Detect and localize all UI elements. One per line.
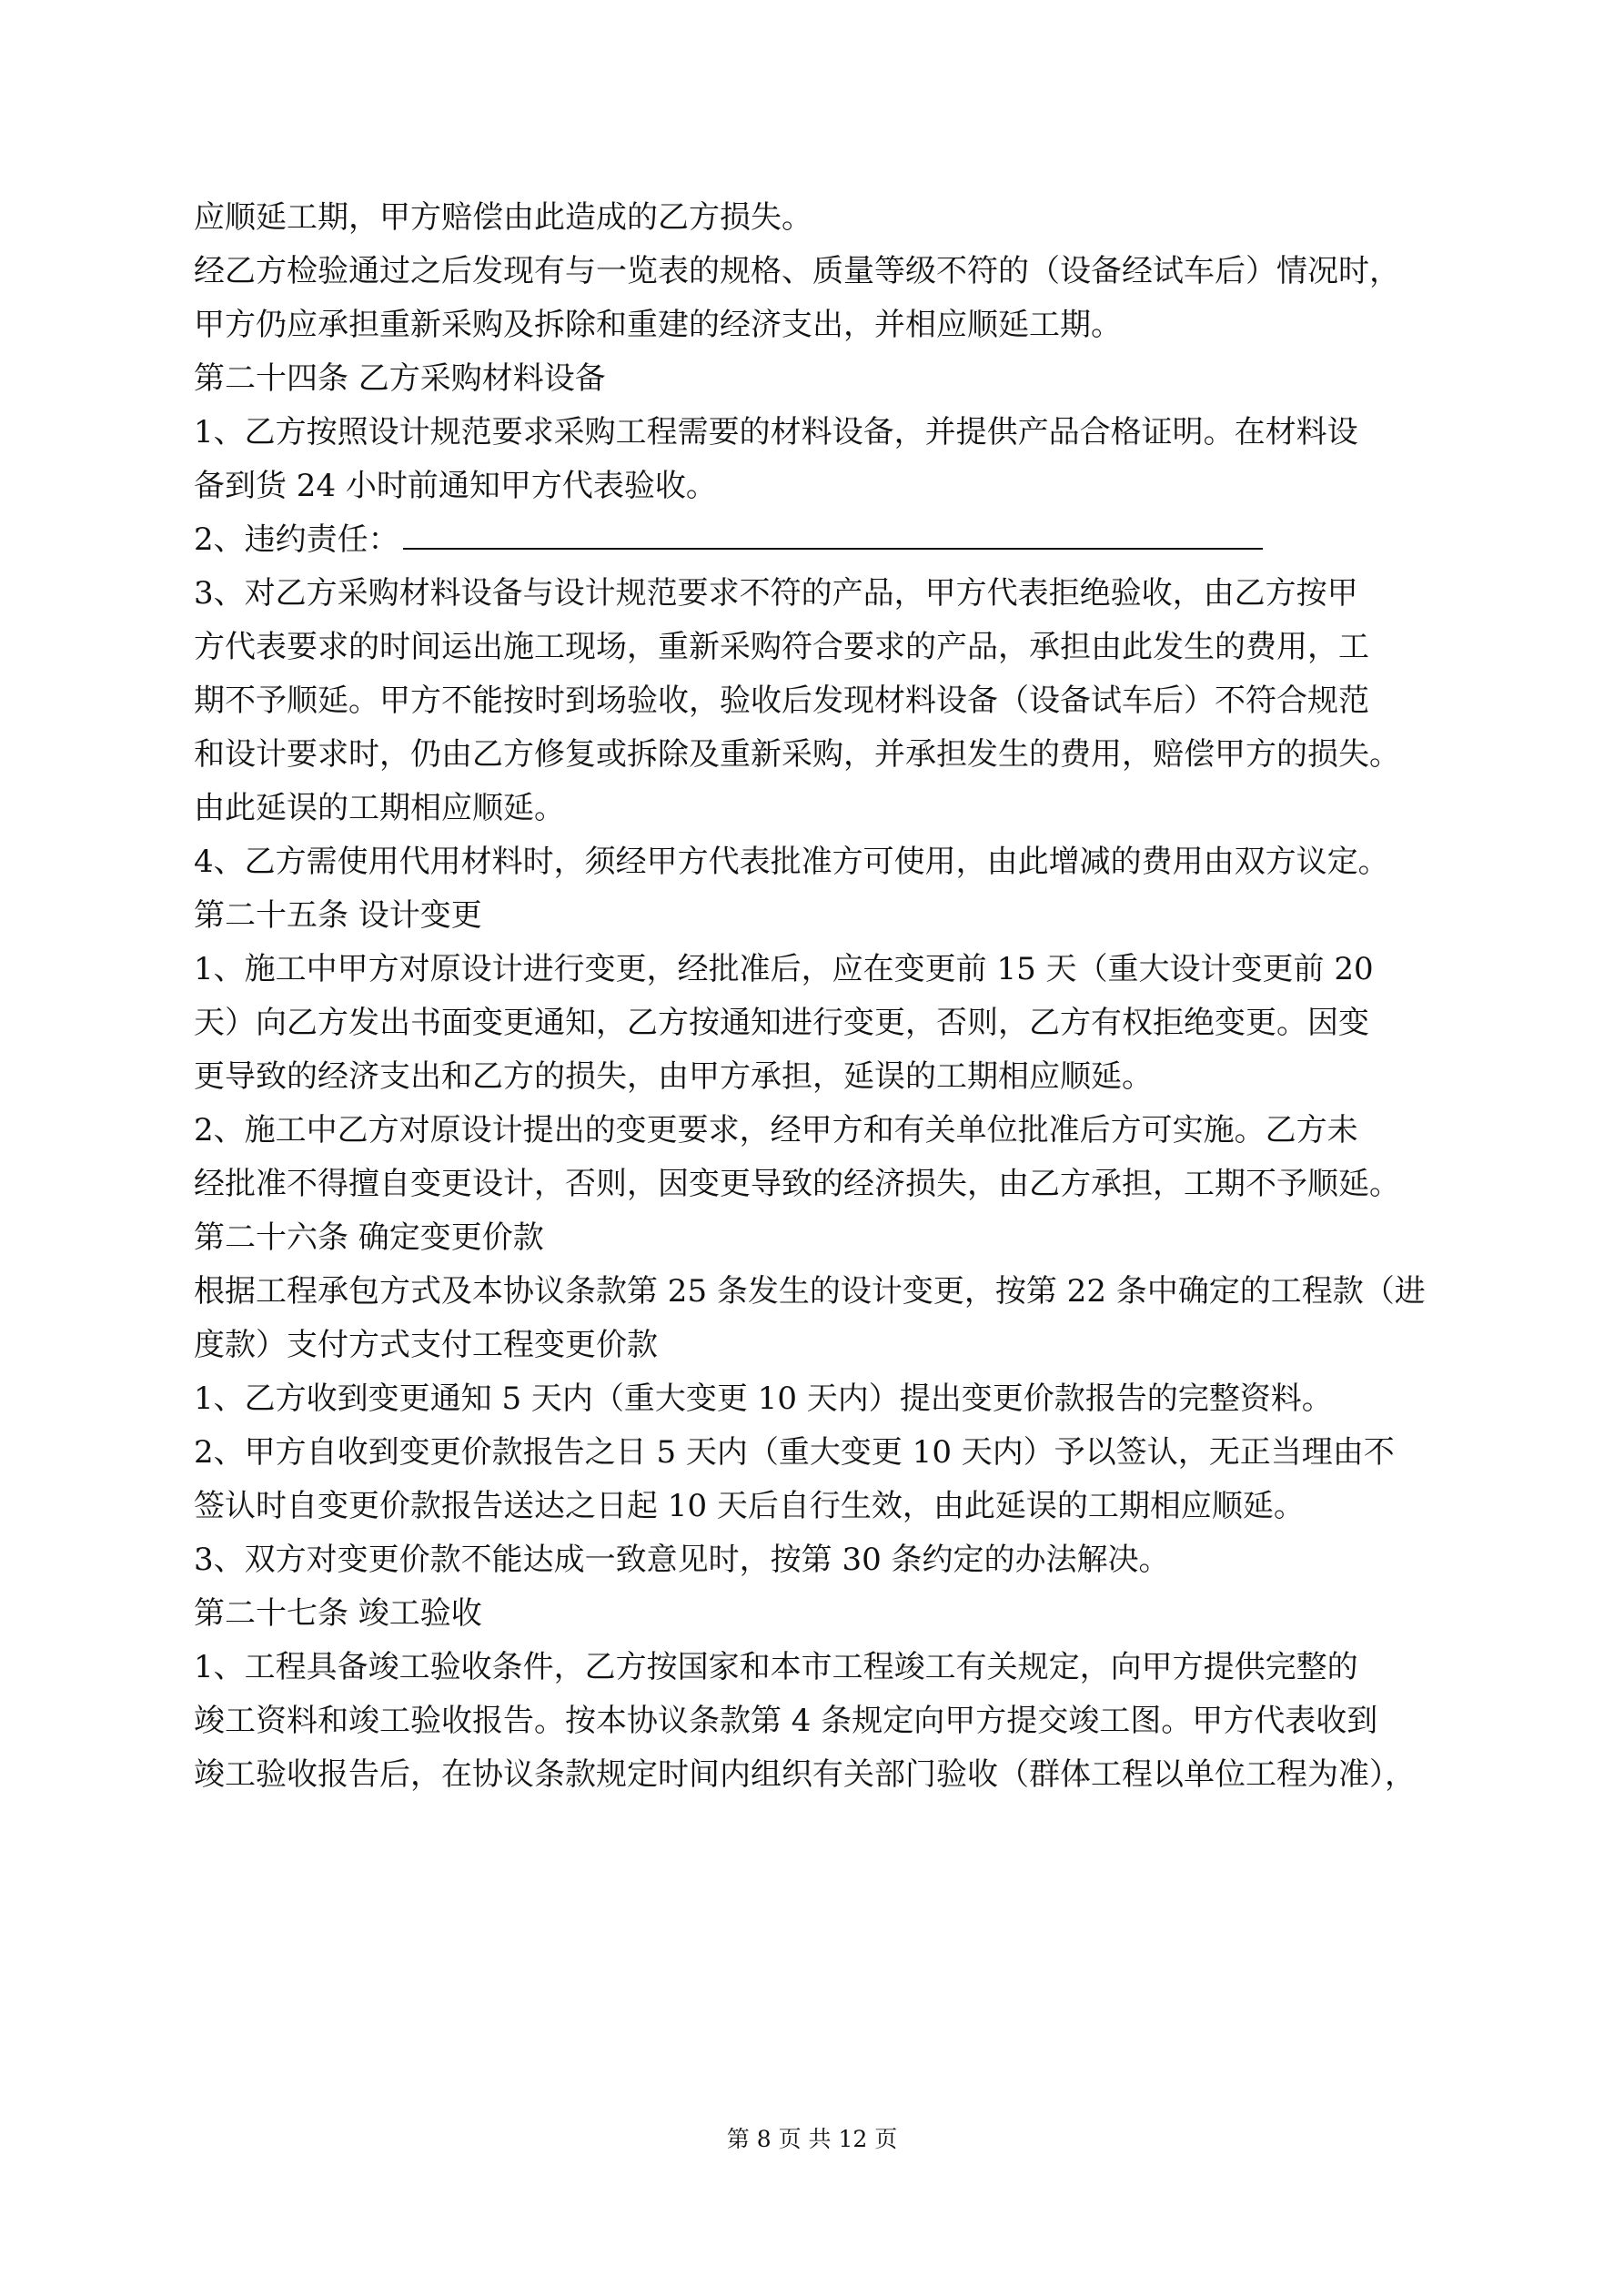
- text-line: 经批准不得擅自变更设计，否则，因变更导致的经济损失，由乙方承担，工期不予顺延。: [194, 1166, 1400, 1202]
- text-line: 竣工验收报告后，在协议条款规定时间内组织有关部门验收（群体工程以单位工程为准），: [194, 1756, 1416, 1793]
- breach-liability-line: [194, 513, 1440, 567]
- text-line: 3、双方对变更价款不能达成一致意见时，按第 30 条约定的办法解决。: [194, 1542, 1170, 1578]
- text-line: 1、乙方收到变更通知 5 天内（重大变更 10 天内）提出变更价款报告的完整资料。: [194, 1381, 1333, 1417]
- document-body: [194, 191, 1440, 1802]
- page-footer: 第 8 页 共 12 页: [726, 2126, 898, 2152]
- text-line: 1、乙方按照设计规范要求采购工程需要的材料设备，并提供产品合格证明。在材料设: [194, 414, 1358, 450]
- text-line: 4、乙方需使用代用材料时，须经甲方代表批准方可使用，由此增减的费用由双方议定。: [194, 844, 1389, 880]
- text-line: 度款）支付方式支付工程变更价款: [194, 1327, 658, 1363]
- text-line: 2、甲方自收到变更价款报告之日 5 天内（重大变更 10 天内）予以签认，无正当理由不: [194, 1434, 1395, 1471]
- section-heading: 第二十五条 设计变更: [194, 897, 482, 934]
- text-line: 签认时自变更价款报告送达之日起 10 天后自行生效，由此延误的工期相应顺延。: [194, 1488, 1305, 1524]
- text-line: 1、施工中甲方对原设计进行变更，经批准后，应在变更前 15 天（重大设计变更前 20: [194, 951, 1374, 987]
- text-line: 甲方仍应承担重新采购及拆除和重建的经济支出，并相应顺延工期。: [194, 307, 1122, 343]
- text-line: 经乙方检验通过之后发现有与一览表的规格、质量等级不符的（设备经试车后）情况时，: [194, 253, 1400, 289]
- text-line: 天）向乙方发出书面变更通知，乙方按通知进行变更，否则，乙方有权拒绝变更。因变: [194, 1005, 1369, 1041]
- text-line: 应顺延工期，甲方赔偿由此造成的乙方损失。: [194, 199, 812, 236]
- text-line: 期不予顺延。甲方不能按时到场验收，验收后发现材料设备（设备试车后）不符合规范: [194, 683, 1369, 719]
- text-line: 更导致的经济支出和乙方的损失，由甲方承担，延误的工期相应顺延。: [194, 1058, 1153, 1095]
- text-line: 由此延误的工期相应顺延。: [194, 790, 565, 826]
- section-heading: 第二十六条 确定变更价款: [194, 1219, 544, 1256]
- section-heading: 第二十七条 竣工验收: [194, 1595, 482, 1632]
- text-line: 方代表要求的时间运出施工现场，重新采购符合要求的产品，承担由此发生的费用，工: [194, 629, 1369, 665]
- text-line: 根据工程承包方式及本协议条款第 25 条发生的设计变更，按第 22 条中确定的工程款（进: [194, 1273, 1426, 1310]
- breach-liability-label: 2、违约责任：: [194, 521, 399, 558]
- section-heading: 第二十四条 乙方采购材料设备: [194, 360, 606, 397]
- blank-fill-line[interactable]: [403, 521, 1263, 550]
- text-line: 备到货 24 小时前通知甲方代表验收。: [194, 468, 717, 504]
- text-line: 和设计要求时，仍由乙方修复或拆除及重新采购，并承担发生的费用，赔偿甲方的损失。: [194, 736, 1400, 773]
- text-line: 1、工程具备竣工验收条件，乙方按国家和本市工程竣工有关规定，向甲方提供完整的: [194, 1649, 1358, 1685]
- text-line: 2、施工中乙方对原设计提出的变更要求，经甲方和有关单位批准后方可实施。乙方未: [194, 1112, 1358, 1148]
- text-line: 3、对乙方采购材料设备与设计规范要求不符的产品，甲方代表拒绝验收，由乙方按甲: [194, 575, 1358, 612]
- text-line: 竣工资料和竣工验收报告。按本协议条款第 4 条规定向甲方提交竣工图。甲方代表收到: [194, 1703, 1378, 1739]
